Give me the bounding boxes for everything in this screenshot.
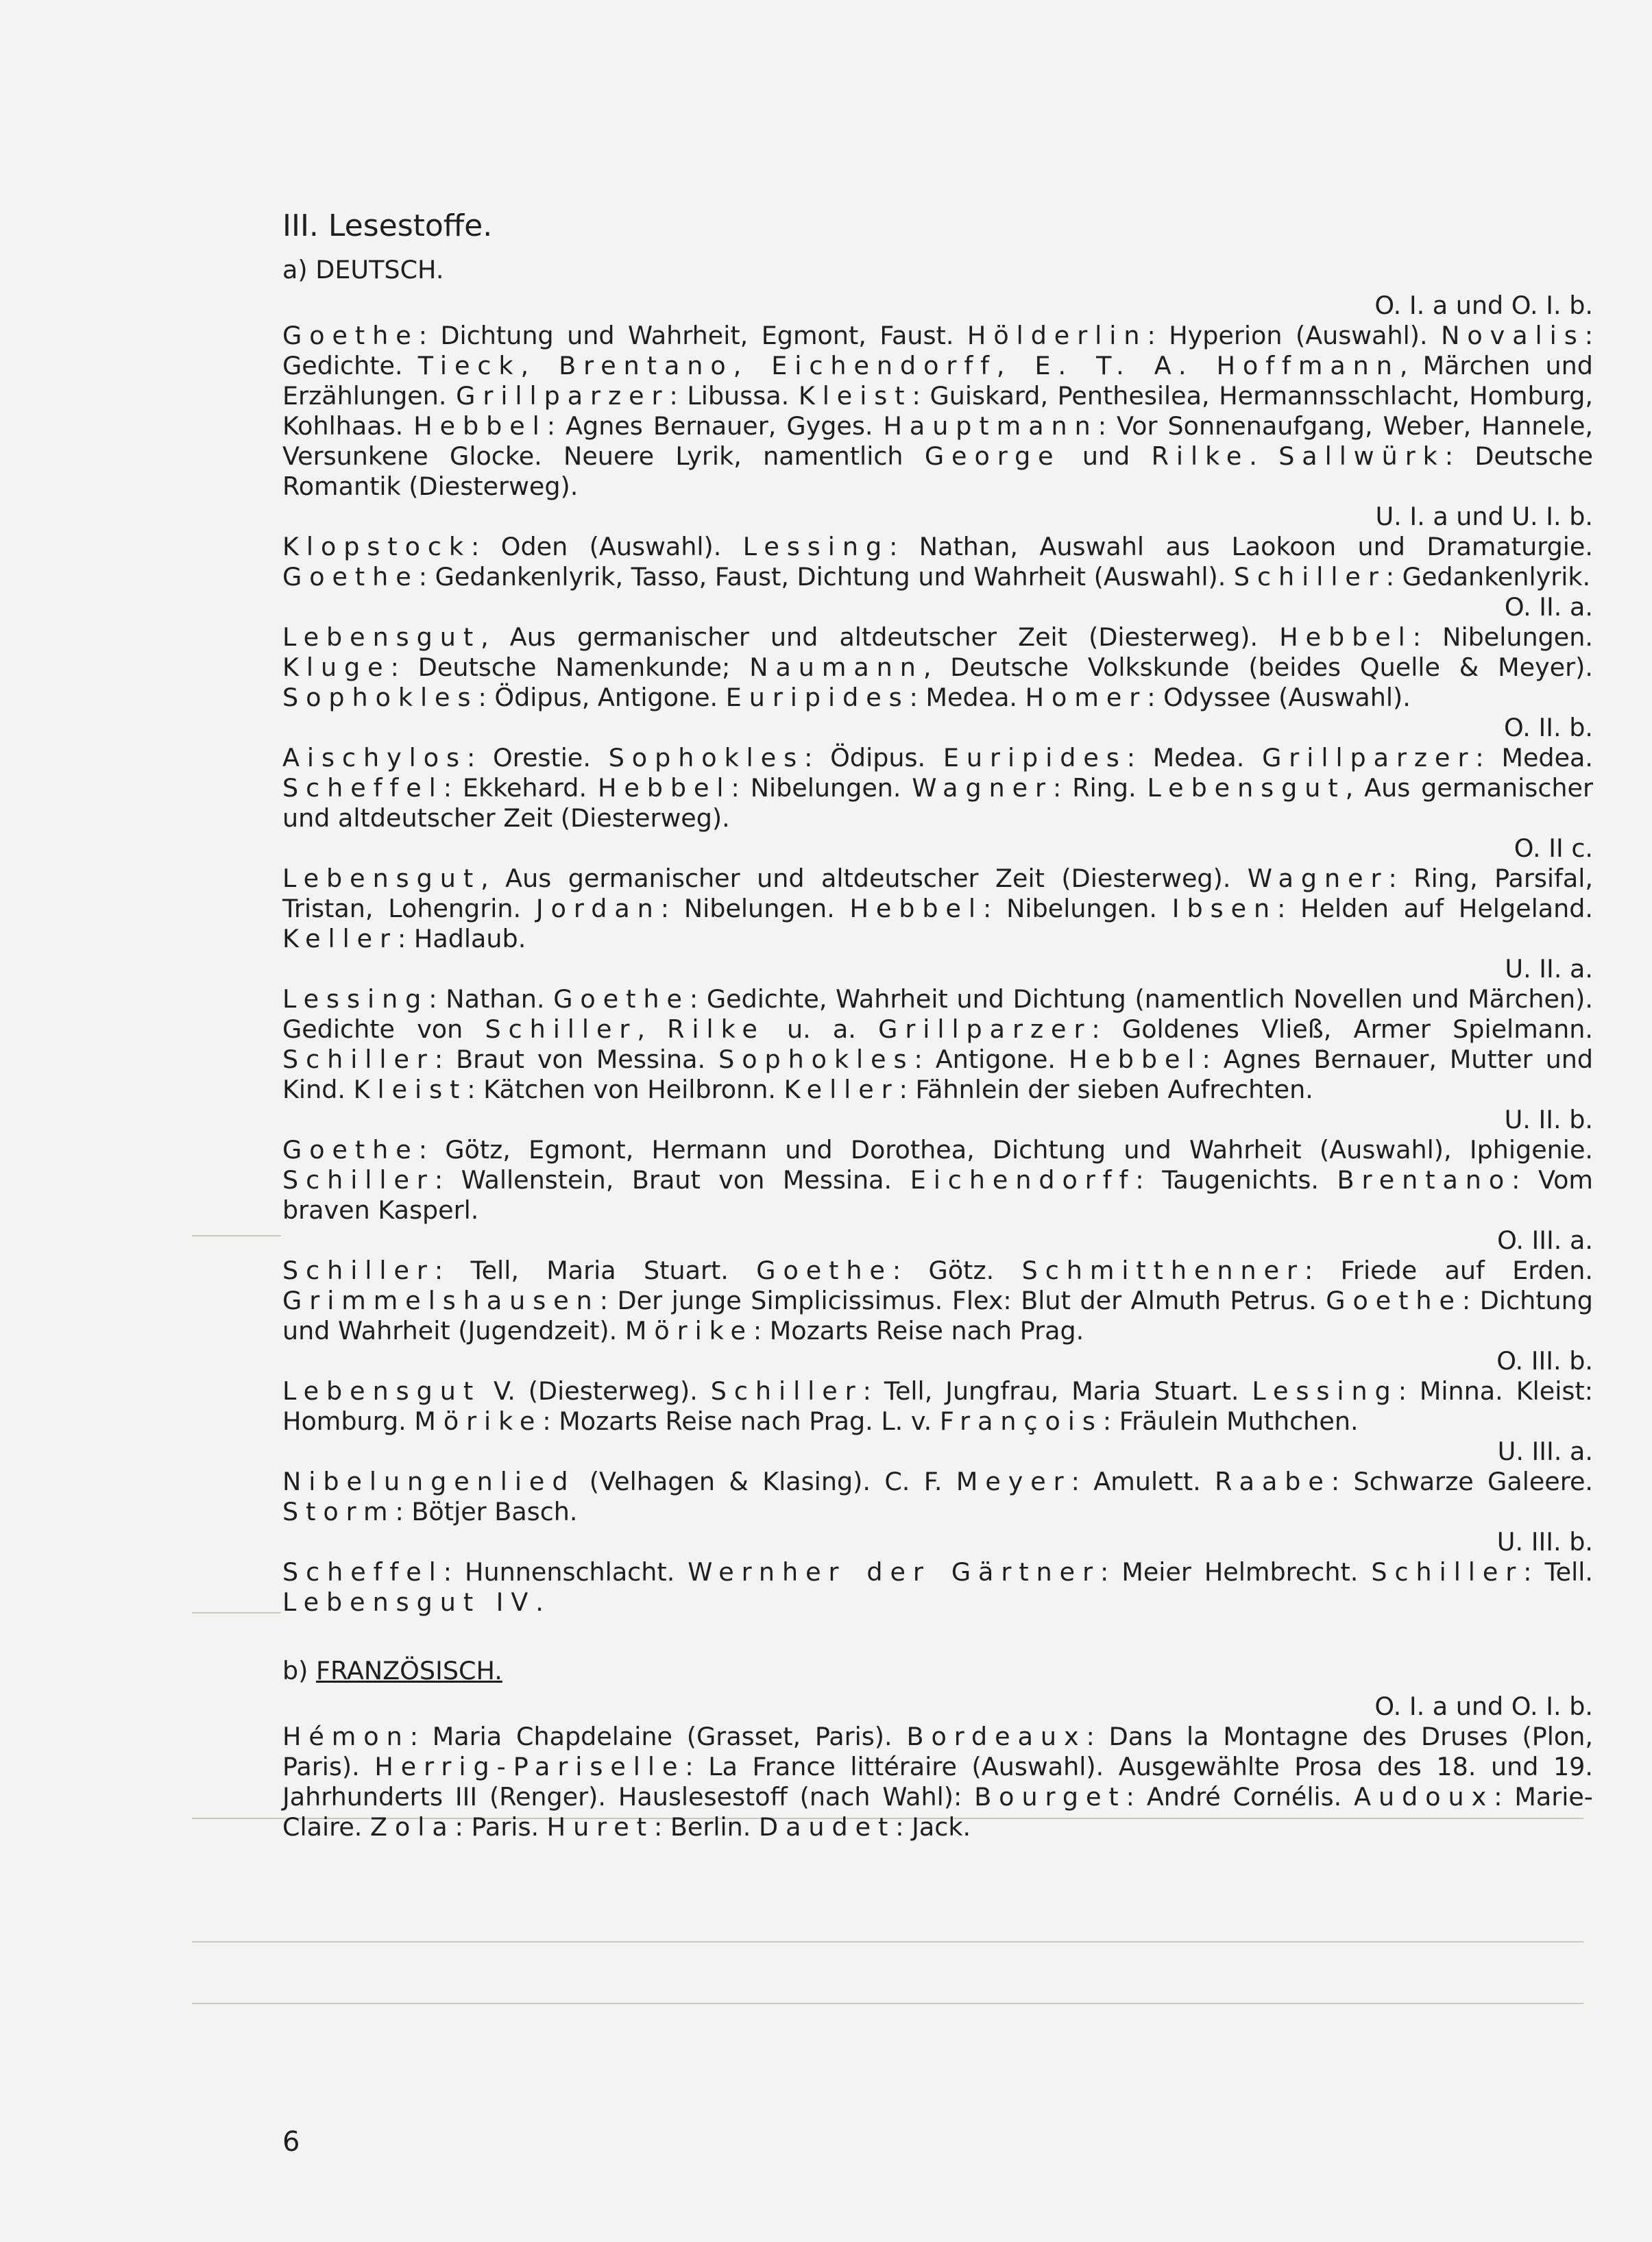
work-text: : Fähnlein der sieben Aufrechten. <box>899 1075 1313 1104</box>
author-name: Nibelungenlied <box>282 1467 576 1496</box>
author-name: Schiller <box>1233 562 1386 592</box>
work-text: : Marie-Claire. <box>282 1782 1593 1842</box>
author-name: Lessing <box>742 532 890 561</box>
author-name: Goethe <box>1326 1286 1462 1315</box>
work-text: : Götz. <box>892 1256 1022 1285</box>
work-text: : Meier Helmbrecht. <box>1100 1557 1372 1587</box>
class-label: O. I. a und O. I. b. <box>1374 291 1593 320</box>
work-text: : Hadlaub. <box>398 924 526 953</box>
work-text: : Agnes Bernauer, Gyges. <box>546 411 884 441</box>
author-name: Schiller <box>1371 1557 1524 1587</box>
class-label: U. I. a und U. I. b. <box>1375 502 1593 531</box>
work-text: : Ring. <box>1053 773 1147 803</box>
work-text: : Mozarts Reise nach Prag. <box>753 1316 1084 1345</box>
author-name: Zola <box>370 1812 455 1842</box>
work-text: und <box>1060 441 1152 471</box>
work-text: : Antigone. <box>914 1045 1069 1074</box>
author-name: Sophokles <box>608 743 805 772</box>
author-name: Ibsen <box>1171 894 1278 923</box>
work-text: : Maria Chapdelaine (Grasset, Paris). <box>409 1722 907 1751</box>
work-text: : Nibelungen. <box>1412 622 1593 652</box>
work-text: : Bötjer Basch. <box>395 1497 578 1526</box>
work-text: : Vor Sonnenaufgang, Weber, Hannele, Versunkene Glocke. Neuere Lyrik, namentlich <box>282 411 1594 471</box>
author-name: Bourget <box>974 1782 1126 1812</box>
work-text: : Helden auf Helgeland. <box>1277 894 1593 923</box>
work-text: : Oden (Auswahl). <box>471 532 743 561</box>
reading-list-paragraph <box>282 1557 1593 1618</box>
author-name: Herrig-Pariselle <box>374 1752 685 1781</box>
work-text: : Gedankenlyrik, Tasso, Faust, Dichtung und Wahrheit (Auswahl). <box>418 562 1234 592</box>
author-name: Hebbel <box>597 773 731 803</box>
author-name: Novalis <box>1441 321 1585 350</box>
work-text: : Deutsche Namenkunde; <box>390 653 750 682</box>
work-text: : Fräulein Muthchen. <box>1102 1406 1359 1436</box>
author-name: Mörike <box>414 1406 543 1436</box>
author-name: Scheffel <box>282 773 444 803</box>
author-name: Grillparzer <box>1262 743 1476 772</box>
work-text: : Minna. Kleist: Homburg. <box>282 1376 1593 1436</box>
author-name: Lebensgut <box>282 622 481 652</box>
work-text: : Deutsche Romantik (Diesterweg). <box>282 441 1593 501</box>
author-name: Hebbel <box>849 894 984 923</box>
work-text: : Agnes Bernauer, Mutter und Kind. <box>282 1045 1594 1104</box>
author-name: Mörike <box>624 1316 753 1345</box>
work-text: : Guiskard, Penthesilea, Hermannsschlacht, Homburg, Kohlhaas. <box>282 381 1593 441</box>
work-text: : Gedichte. <box>282 321 1593 380</box>
work-text: : Kätchen von Heilbronn. <box>467 1075 784 1104</box>
author-name: Meyer <box>956 1467 1071 1496</box>
bleed-through-line <box>192 2003 1583 2004</box>
class-label: U. II. a. <box>1505 954 1593 984</box>
author-name: Grillparzer <box>456 381 670 411</box>
author-name: Euripides <box>725 683 910 712</box>
author-name: Daudet <box>759 1812 896 1842</box>
work-text: : Taugenichts. <box>1135 1165 1337 1195</box>
author-name: Hebbel <box>413 411 547 441</box>
author-name: Keller <box>282 924 398 953</box>
author-name: Aischylos <box>282 743 467 772</box>
work-text: : Medea. <box>1126 743 1263 772</box>
work-text: : Jack. <box>895 1812 971 1842</box>
class-label: O. II c. <box>1514 833 1593 863</box>
class-label: O. I. a und O. I. b. <box>1374 1692 1593 1721</box>
work-text: : Orestie. <box>466 743 609 772</box>
reading-list-paragraph <box>282 984 1593 1105</box>
author-name: Lebensgut <box>1147 773 1346 803</box>
work-text: : Nibelungen. <box>731 773 912 803</box>
author-name: George <box>924 441 1061 471</box>
author-name: Klopstock <box>282 532 471 561</box>
work-text: : Medea. <box>1475 743 1593 772</box>
author-name: Hebbel <box>1068 1045 1202 1074</box>
author-name: Hebbel <box>1279 622 1413 652</box>
bleed-through-line <box>192 1235 281 1236</box>
work-text: (Velhagen & Klasing). C. F. <box>575 1467 956 1496</box>
work-text: : Nibelungen. <box>983 894 1172 923</box>
work-text: . <box>1249 441 1279 471</box>
author-name: Storm <box>282 1497 396 1526</box>
author-name: Keller <box>784 1075 899 1104</box>
work-text: : Tell. <box>1523 1557 1593 1587</box>
work-text: : Nathan. <box>428 984 554 1014</box>
work-text: : André Cornélis. <box>1126 1782 1355 1812</box>
work-text: : Dans la Montagne des Druses (Plon, Paris). <box>282 1722 1593 1781</box>
work-text: : Ring, Parsifal, Tristan, Lohengrin. <box>282 864 1593 923</box>
work-text: : Schwarze Galeere. <box>1331 1467 1594 1496</box>
author-name: Goethe <box>553 984 690 1014</box>
work-text: : Ekkehard. <box>443 773 598 803</box>
work-text: , Aus germanischer und altdeutscher Zeit (Diesterweg). <box>481 622 1280 652</box>
author-name: Lebensgut <box>282 1376 481 1406</box>
author-name: Scheffel <box>282 1557 444 1587</box>
author-name: Kluge <box>282 653 391 682</box>
work-text: , Märchen und Erzählungen. <box>282 351 1593 411</box>
subsection-prefix: a) <box>282 255 316 284</box>
author-name: Lessing <box>282 984 429 1014</box>
class-label: U. III. b. <box>1496 1527 1593 1557</box>
work-text: : Paris. <box>454 1812 547 1842</box>
work-text: : Friede auf Erden. <box>1304 1256 1593 1285</box>
work-text: : Götz, Egmont, Hermann und Dorothea, Dichtung und Wahrheit (Auswahl), Iphigenie. <box>418 1135 1593 1165</box>
work-text: : Vom braven Kasperl. <box>282 1165 1593 1225</box>
author-name: Lebensgut IV <box>282 1587 536 1617</box>
class-label: O. II. a. <box>1504 592 1593 622</box>
page-content <box>282 206 1593 1842</box>
author-name: Kleist <box>353 1075 467 1104</box>
author-name: Schiller <box>282 1256 435 1285</box>
author-name: Naumann <box>749 653 923 682</box>
author-name: Schiller <box>485 1014 637 1044</box>
reading-list-paragraph <box>282 1722 1593 1842</box>
work-text: : Libussa. <box>669 381 799 411</box>
reading-list-paragraph <box>282 622 1593 713</box>
reading-list-paragraph <box>282 532 1593 592</box>
bleed-through-line <box>192 1941 1583 1942</box>
class-label: O. III. a. <box>1497 1226 1593 1255</box>
author-name: Hölderlin <box>967 321 1147 350</box>
author-name: Homer <box>1025 683 1147 712</box>
author-name: Tieck, Brentano, Eichendorff, E. T. A. Hoffmann <box>417 351 1400 380</box>
work-text: : Gedankenlyrik. <box>1385 562 1591 592</box>
author-name: Hémon <box>282 1722 410 1751</box>
work-text: , Aus germanischer und altdeutscher Zeit (Diesterweg). <box>282 773 1593 833</box>
work-text: : Ödipus, Antigone. <box>478 683 726 712</box>
subsection-title: DEUTSCH. <box>315 255 444 284</box>
author-name: Sallwürk <box>1278 441 1445 471</box>
author-name: Goethe <box>282 321 419 350</box>
work-text: : Dichtung und Wahrheit (Jugendzeit). <box>282 1286 1593 1345</box>
section-heading: III. Lesestoffe. <box>282 208 493 243</box>
author-name: Jordan <box>535 894 661 923</box>
reading-list-paragraph <box>282 864 1593 954</box>
author-name: Wernher der Gärtner <box>688 1557 1101 1587</box>
class-label: U. III. a. <box>1497 1437 1593 1466</box>
subsection-prefix: b) <box>282 1656 317 1685</box>
bleed-through-line <box>192 1612 281 1613</box>
author-name: Lebensgut <box>282 864 481 893</box>
work-text: : Dichtung und Wahrheit, Egmont, Faust. <box>418 321 967 350</box>
author-name: Hauptmann <box>883 411 1098 441</box>
author-name: Kleist <box>798 381 912 411</box>
work-text: : La France littéraire (Auswahl). Ausgewählte Prosa des 18. und 19. Jahrhunderts III (Renger). Hauslesestoff (nach Wahl): <box>282 1752 1593 1812</box>
author-name: Bordeaux <box>906 1722 1086 1751</box>
reading-list-paragraph <box>282 321 1593 502</box>
author-name: Brentano <box>1337 1165 1512 1195</box>
subsection-deutsch <box>282 254 1593 287</box>
work-text: . <box>535 1587 544 1617</box>
reading-list-paragraph <box>282 1376 1593 1437</box>
author-name: Schiller <box>282 1165 435 1195</box>
work-text: : Gedichte, Wahrheit und Dichtung (namentlich Novellen und Märchen). Gedichte von <box>282 984 1593 1044</box>
author-name: Eichendorff <box>910 1165 1136 1195</box>
author-name: Schiller <box>282 1045 435 1074</box>
subsection-title: FRANZÖSISCH. <box>316 1656 502 1685</box>
work-text: : Tell, Jungfrau, Maria Stuart. <box>862 1376 1252 1406</box>
work-text: : Hunnenschlacht. <box>443 1557 688 1587</box>
author-name: Raabe <box>1215 1467 1331 1496</box>
author-name: Goethe <box>756 1256 892 1285</box>
work-text: : Mozarts Reise nach Prag. L. v. <box>542 1406 940 1436</box>
reading-list-paragraph <box>282 1256 1593 1346</box>
class-label: O. II. b. <box>1504 713 1593 742</box>
work-text: : Der junge Simplicissimus. Flex: Blut der Almuth Petrus. <box>599 1286 1326 1315</box>
work-text: : Nathan, Auswahl aus Laokoon und Dramaturgie. <box>889 532 1593 561</box>
reading-list-deutsch <box>282 291 1593 1618</box>
work-text: u. a. <box>764 1014 879 1044</box>
author-name: Schiller <box>710 1376 863 1406</box>
class-label: O. III. b. <box>1496 1346 1593 1376</box>
class-label: U. II. b. <box>1504 1105 1593 1134</box>
work-text: , <box>637 1014 668 1044</box>
work-text: , Aus germanischer und altdeutscher Zeit (Diesterweg). <box>481 864 1248 893</box>
author-name: Schmitthenner <box>1021 1256 1304 1285</box>
work-text: , Deutsche Volkskunde (beides Quelle & Meyer). <box>923 653 1593 682</box>
reading-list-paragraph <box>282 1467 1593 1527</box>
work-text: : Berlin. <box>653 1812 760 1842</box>
work-text: : Braut von Messina. <box>434 1045 719 1074</box>
work-text: : Odyssee (Auswahl). <box>1147 683 1411 712</box>
author-name: Sophokles <box>718 1045 914 1074</box>
work-text: : Nibelungen. <box>660 894 850 923</box>
work-text: : Ödipus. <box>804 743 943 772</box>
author-name: Audoux <box>1354 1782 1494 1812</box>
author-name: François <box>939 1406 1103 1436</box>
page-number: 6 <box>282 2126 300 2158</box>
reading-list-paragraph <box>282 1135 1593 1226</box>
author-name: Grimmelshausen <box>282 1286 600 1315</box>
work-text: : Tell, Maria Stuart. <box>434 1256 757 1285</box>
work-text: : Hyperion (Auswahl). <box>1147 321 1442 350</box>
work-text: : Amulett. <box>1071 1467 1215 1496</box>
author-name: Wagner <box>912 773 1054 803</box>
work-text: V. (Diesterweg). <box>481 1376 711 1406</box>
author-name: Rilke <box>1151 441 1250 471</box>
work-text: : Goldenes Vließ, Armer Spielmann. <box>1091 1014 1593 1044</box>
author-name: Sophokles <box>282 683 478 712</box>
author-name: Euripides <box>943 743 1127 772</box>
author-name: Huret <box>546 1812 654 1842</box>
work-text: : Medea. <box>909 683 1025 712</box>
work-text: : Wallenstein, Braut von Messina. <box>434 1165 910 1195</box>
author-name: Goethe <box>282 562 419 592</box>
reading-list-franzoesisch <box>282 1692 1593 1842</box>
reading-list-paragraph <box>282 743 1593 833</box>
author-name: Grillparzer <box>878 1014 1092 1044</box>
author-name: Wagner <box>1247 864 1389 893</box>
author-name: Goethe <box>282 1135 419 1165</box>
subsection-franzoesisch <box>282 1655 1593 1687</box>
author-name: Lessing <box>1252 1376 1398 1406</box>
author-name: Rilke <box>667 1014 765 1044</box>
